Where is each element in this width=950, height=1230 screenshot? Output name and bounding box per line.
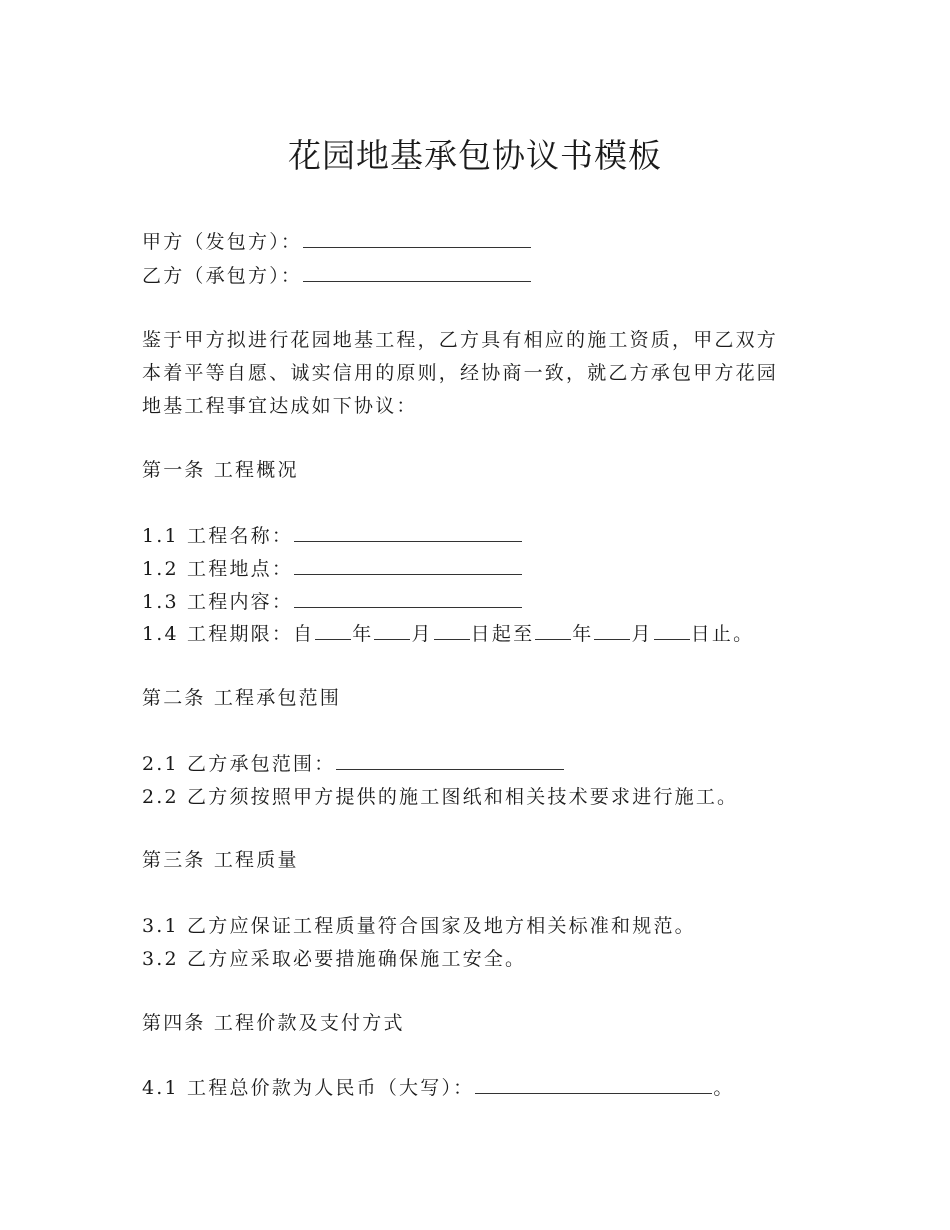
project-location-blank[interactable] xyxy=(294,556,522,575)
article-4-item-1-end: 。 xyxy=(713,1077,735,1099)
article-1-item-2-label: 1.2 工程地点： xyxy=(142,558,294,580)
article-1-item-3-label: 1.3 工程内容： xyxy=(142,591,294,613)
party-b-label: 乙方（承包方）： xyxy=(142,265,303,287)
article-1-heading: 第一条 工程概况 xyxy=(142,459,299,481)
document-title: 花园地基承包协议书模板 xyxy=(288,136,662,175)
preamble-line-3: 地基工程事宜达成如下协议： xyxy=(142,395,418,417)
article-3-heading: 第三条 工程质量 xyxy=(142,849,299,871)
article-3-item-2: 3.2 乙方应采取必要措施确保施工安全。 xyxy=(142,948,527,970)
start-day-blank[interactable] xyxy=(434,621,470,640)
day-from-label: 日起至 xyxy=(470,623,535,645)
article-1-item-3 xyxy=(142,588,523,616)
contract-scope-blank[interactable] xyxy=(336,751,564,770)
article-4-heading: 第四条 工程价款及支付方式 xyxy=(142,1012,405,1034)
end-month-blank[interactable] xyxy=(594,621,630,640)
article-4-item-1-label: 4.1 工程总价款为人民币（大写）： xyxy=(142,1077,475,1099)
article-3-item-1: 3.1 乙方应保证工程质量符合国家及地方相关标准和规范。 xyxy=(142,915,696,937)
party-a-blank[interactable] xyxy=(303,229,531,248)
article-1-item-2 xyxy=(142,555,523,583)
article-2-item-1 xyxy=(142,750,565,778)
party-b-blank[interactable] xyxy=(303,263,531,282)
preamble-line-1: 鉴于甲方拟进行花园地基工程，乙方具有相应的施工资质，甲乙双方 xyxy=(142,329,779,351)
article-1-item-4 xyxy=(142,620,754,648)
party-a-line xyxy=(142,228,532,256)
month-label: 月 xyxy=(411,623,433,645)
preamble-line-2: 本着平等自愿、诚实信用的原则，经协商一致，就乙方承包甲方花园 xyxy=(142,362,779,384)
project-name-blank[interactable] xyxy=(294,523,522,542)
article-2-item-2: 2.2 乙方须按照甲方提供的施工图纸和相关技术要求进行施工。 xyxy=(142,786,739,808)
article-4-item-1 xyxy=(142,1074,735,1102)
total-price-blank[interactable] xyxy=(475,1075,712,1094)
project-content-blank[interactable] xyxy=(294,589,522,608)
article-2-item-1-label: 2.1 乙方承包范围： xyxy=(142,753,336,775)
article-1-item-4-label: 1.4 工程期限：自 xyxy=(142,623,315,645)
start-month-blank[interactable] xyxy=(374,621,410,640)
article-2-heading: 第二条 工程承包范围 xyxy=(142,687,342,709)
party-a-label: 甲方（发包方）： xyxy=(142,231,303,253)
year-label: 年 xyxy=(572,623,594,645)
end-year-blank[interactable] xyxy=(535,621,571,640)
start-year-blank[interactable] xyxy=(315,621,351,640)
year-label: 年 xyxy=(352,623,374,645)
article-1-item-1-label: 1.1 工程名称： xyxy=(142,525,294,547)
end-day-blank[interactable] xyxy=(654,621,690,640)
day-to-label: 日止。 xyxy=(690,623,755,645)
article-1-item-1 xyxy=(142,522,523,550)
party-b-line xyxy=(142,262,532,290)
month-label: 月 xyxy=(631,623,653,645)
